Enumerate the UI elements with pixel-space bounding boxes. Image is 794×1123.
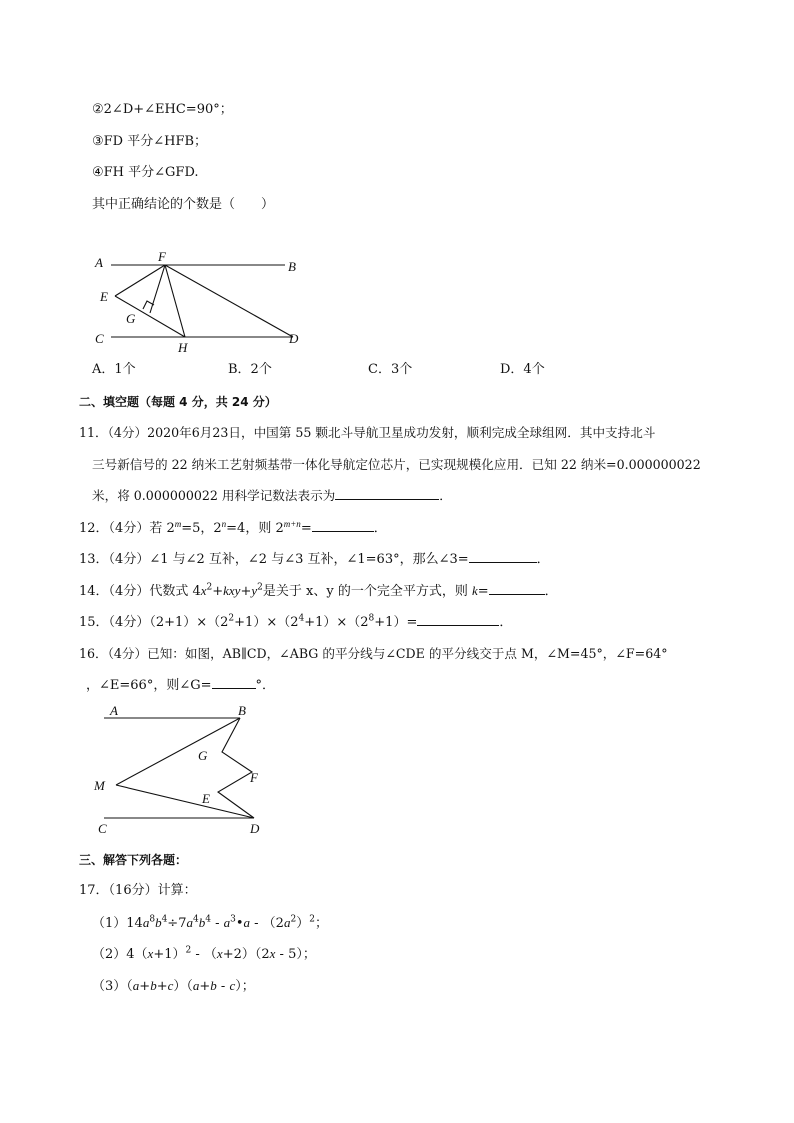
p1-v7: a xyxy=(283,915,291,930)
q12-line xyxy=(79,519,387,538)
q16-answer-blank[interactable] xyxy=(212,676,256,689)
q12-text-b: =5，2 xyxy=(181,521,222,536)
q13-end: ． xyxy=(536,552,550,567)
q14-var-y: y xyxy=(251,583,258,598)
q11-answer-blank[interactable] xyxy=(335,487,439,500)
q15-text-d: +1）= xyxy=(374,615,418,630)
q14-text-a: 14．（4分）代数式 4 xyxy=(79,584,201,599)
label-c: C xyxy=(98,821,107,836)
p3-v6: c xyxy=(229,978,236,993)
p3-v2: b xyxy=(150,978,157,993)
p3-v1: a xyxy=(132,978,140,993)
p2-t2: - （ xyxy=(191,947,217,962)
section-3-heading: 三、解答下列各题： xyxy=(79,853,188,867)
q17-part-1 xyxy=(92,914,328,933)
q10-statement-4: ④FH 平分∠GFD. xyxy=(92,165,199,180)
p1-s8: 2 xyxy=(309,914,315,925)
p2-t0: （2）4（ xyxy=(92,947,148,962)
q16-line-2 xyxy=(86,676,275,695)
p2-t3: +2）（2 xyxy=(222,947,270,962)
q12-text-d: = xyxy=(300,521,312,536)
label-g: G xyxy=(126,311,136,326)
q10-statement-2: ②2∠D+∠EHC=90°； xyxy=(92,102,233,117)
q17-title: 17．（16分）计算： xyxy=(79,883,197,898)
path-b-g-f-e-d xyxy=(218,718,254,818)
q10-option-d: D．4个 xyxy=(500,362,545,377)
q15-exp-1: 2 xyxy=(228,613,235,624)
section-2-heading: 二、填空题（每题 4 分，共 24 分） xyxy=(79,395,277,409)
label-b: B xyxy=(238,703,246,718)
q12-exp-m: m xyxy=(174,518,182,529)
label-a: A xyxy=(110,703,118,718)
q15-text-c: +1）×（2 xyxy=(304,615,369,630)
q16-end: °． xyxy=(255,678,276,693)
p1-t3: • xyxy=(235,916,244,931)
label-g: G xyxy=(198,748,208,763)
q12-text-a: 12．（4分）若 2 xyxy=(79,521,175,536)
p3-m3: ）（ xyxy=(173,979,193,994)
p2-t1: +1） xyxy=(153,947,186,962)
q12-text-c: =4，则 2 xyxy=(226,521,284,536)
p3-v5: b xyxy=(210,978,217,993)
q16-text: ，∠E=66°，则∠G= xyxy=(86,678,212,693)
q17-part-2 xyxy=(92,945,316,964)
q15-end: ． xyxy=(499,615,513,630)
label-e: E xyxy=(202,791,210,806)
q14-exp-2: 2 xyxy=(257,582,263,593)
p2-v3: x xyxy=(269,946,276,961)
p1-t2: - xyxy=(210,916,224,931)
label-f: F xyxy=(250,770,258,785)
p3-v4: a xyxy=(192,978,200,993)
q14-line xyxy=(79,582,558,601)
label-h: H xyxy=(178,340,188,355)
segment-fd xyxy=(165,265,293,337)
p1-v5: a xyxy=(223,915,231,930)
q14-answer-blank[interactable] xyxy=(489,582,545,595)
p2-s1: 2 xyxy=(185,945,192,956)
q13-answer-blank[interactable] xyxy=(469,550,537,563)
p1-v2: b xyxy=(155,915,162,930)
q14-plus-1: + xyxy=(212,584,224,599)
p2-t4: - 5）； xyxy=(275,947,316,962)
p1-end: ； xyxy=(314,916,328,931)
q10-question: 其中正确结论的个数是（ ） xyxy=(92,197,275,212)
segment-fe xyxy=(115,265,165,296)
label-c: C xyxy=(95,331,104,346)
label-f: F xyxy=(158,249,166,264)
q12-answer-blank[interactable] xyxy=(312,519,374,532)
q16-figure xyxy=(90,700,280,840)
p1-v3: a xyxy=(186,915,193,930)
q16-line-1: 16．（4分）已知：如图，AB∥CD，∠ABG 的平分线与∠CDE 的平分线交于点 M，∠M=45°，∠F=64° xyxy=(79,646,668,661)
p1-v1: a xyxy=(142,915,150,930)
p1-v6: a xyxy=(243,915,251,930)
segment-fg xyxy=(150,265,165,313)
p1-t5: ） xyxy=(296,916,310,931)
p3-m6: ）； xyxy=(235,979,255,994)
q10-option-a: A．1个 xyxy=(92,362,136,377)
p1-s2: 4 xyxy=(161,914,168,925)
q11-line-2: 三号新信号的 22 纳米工艺射频基带一体化导航定位芯片，已实现规模化应用．已知 22 纳米=0.000000022 xyxy=(92,457,701,472)
q14-var-kxy: kxy xyxy=(223,583,241,598)
q14-var-x: x xyxy=(200,583,207,598)
p1-v4: b xyxy=(198,915,206,930)
q14-var-k: k xyxy=(471,583,478,598)
q10-statement-3: ③FD 平分∠HFB； xyxy=(92,134,208,149)
segment-fh xyxy=(165,265,185,337)
q11-line-3 xyxy=(92,487,452,505)
q17-part-3 xyxy=(92,977,255,996)
q10-option-c: C．3个 xyxy=(368,362,413,377)
q15-line xyxy=(79,613,512,632)
p3-t0: （3）（ xyxy=(92,979,133,994)
label-d: D xyxy=(289,331,299,346)
segment-md xyxy=(116,785,254,818)
q11-text: 米，将 0.000000022 用科学记数法表示为 xyxy=(92,488,336,503)
q14-exp-1: 2 xyxy=(206,582,213,593)
q12-exp-mn: m+n xyxy=(283,518,301,529)
q15-text-b: +1）×（2 xyxy=(234,615,299,630)
p1-s1: 8 xyxy=(149,914,156,925)
label-m: M xyxy=(94,778,105,793)
p2-v2: x xyxy=(216,946,223,961)
q12-exp-n: n xyxy=(221,518,227,529)
q11-end: ． xyxy=(439,488,452,503)
q15-answer-blank[interactable] xyxy=(417,613,499,626)
label-e: E xyxy=(100,289,108,304)
p3-m4: + xyxy=(199,979,211,994)
p1-t4: - （2 xyxy=(250,916,284,931)
segment-mb xyxy=(116,718,240,785)
label-a: A xyxy=(95,255,103,270)
q15-exp-3: 8 xyxy=(368,613,375,624)
p1-s3: 4 xyxy=(192,914,199,925)
p1-s7: 2 xyxy=(290,914,297,925)
q15-text-a: 15．（4分）（2+1）×（2 xyxy=(79,615,229,630)
label-d: D xyxy=(250,821,260,836)
q15-exp-2: 4 xyxy=(298,613,305,624)
q14-end: ． xyxy=(544,584,558,599)
p1-t1: ÷7 xyxy=(167,916,187,931)
p3-m5: - xyxy=(216,979,230,994)
p3-m1: + xyxy=(139,979,151,994)
q13-line xyxy=(79,550,550,569)
q14-text-b: 是关于 x、y 的一个完全平方式，则 xyxy=(262,584,472,599)
q10-figure xyxy=(85,248,315,358)
p2-v1: x xyxy=(147,946,154,961)
q14-plus-2: + xyxy=(240,584,252,599)
p1-s5: 3 xyxy=(230,914,236,925)
p1-t0: （1）14 xyxy=(92,916,143,931)
q14-equals: = xyxy=(477,584,489,599)
p3-m2: + xyxy=(156,979,168,994)
p3-v3: c xyxy=(167,978,174,993)
label-b: B xyxy=(288,259,296,274)
q13-text: 13．（4分）∠1 与∠2 互补，∠2 与∠3 互补，∠1=63°，那么∠3= xyxy=(79,552,469,567)
p1-s4: 4 xyxy=(205,914,211,925)
q10-option-b: B．2个 xyxy=(228,362,272,377)
q11-line-1: 11．（4分）2020年6月23日，中国第 55 颗北斗导航卫星成功发射，顺利完成全球组网．其中支持北斗 xyxy=(79,425,656,440)
q12-end: ． xyxy=(373,521,387,536)
